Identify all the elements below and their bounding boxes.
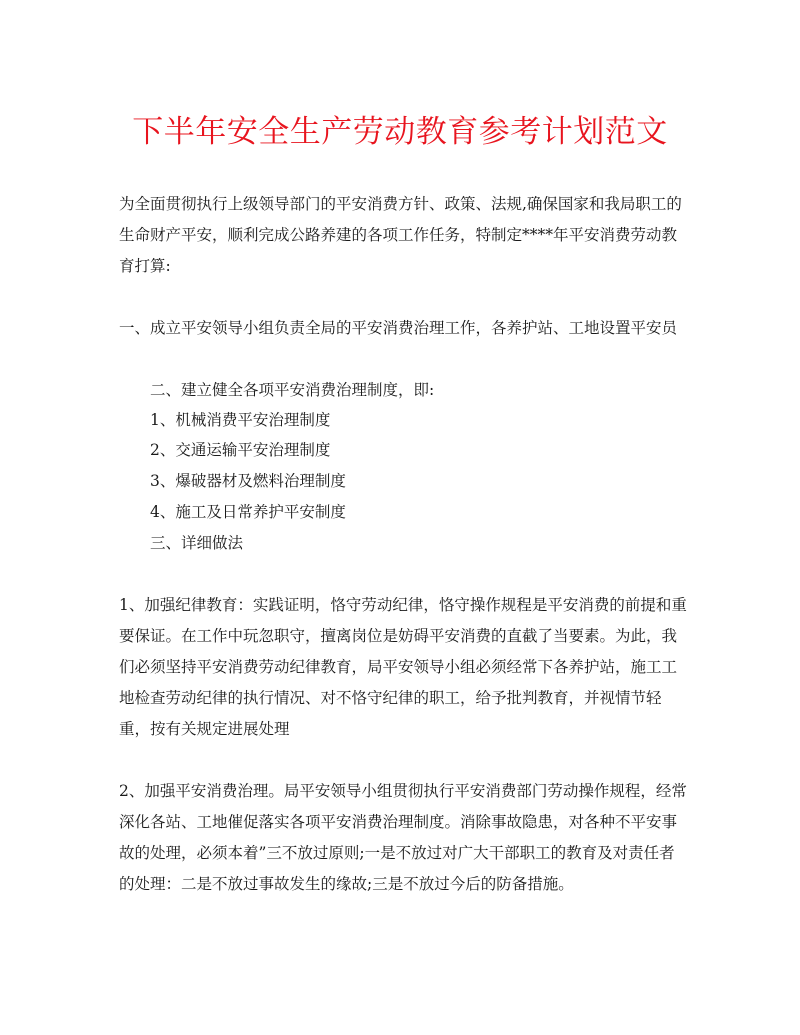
intro-paragraph: 为全面贯彻执行上级领导部门的平安消费方针、政策、法规,确保国家和我局职工的生命财产平安，顺利完成公路养建的各项工作任务，特制定****年平安消费劳动教育打算: [119,195,682,275]
section-2-item: 3、爆破器材及燃料治理制度 [150,472,346,490]
section-2-item: 2、交通运输平安治理制度 [150,441,331,459]
point-2-paragraph: 2、加强平安消费治理。局平安领导小组贯彻执行平安消费部门劳动操作规程，经常深化各站、工地催促落实各项平安消费治理制度。消除事故隐患，对各种不平安事故的处理，必须本着”三不放过原则;一是不放过对广大干部职工的教育及对责任者的处理：二是不放过事故发生的缘故;三是不放过今后的防备措施。 [119,782,687,893]
section-3-heading: 三、详细做法 [150,534,244,552]
point-1-paragraph: 1、加强纪律教育：实践证明，恪守劳动纪律，恪守操作规程是平安消费的前提和重要保证。在工作中玩忽职守，擅离岗位是妨碍平安消费的直截了当要素。为此，我们必须坚持平安消费劳动纪律教育，局平安领导小组必须经常下各养护站，施工工地检查劳动纪律的执行情况、对不恪守纪律的职工，给予批判教育，并视情节轻重，按有关规定进展处理 [119,596,687,738]
document-title: 下半年安全生产劳动教育参考计划范文 [132,114,668,150]
section-2-heading: 二、建立健全各项平安消费治理制度，即: [150,381,435,399]
section-2-item: 4、施工及日常养护平安制度 [150,503,346,521]
section-2-item: 1、机械消费平安治理制度 [150,411,331,429]
section-1-paragraph: 一、成立平安领导小组负责全局的平安消费治理工作，各养护站、工地设置平安员 [119,319,678,337]
